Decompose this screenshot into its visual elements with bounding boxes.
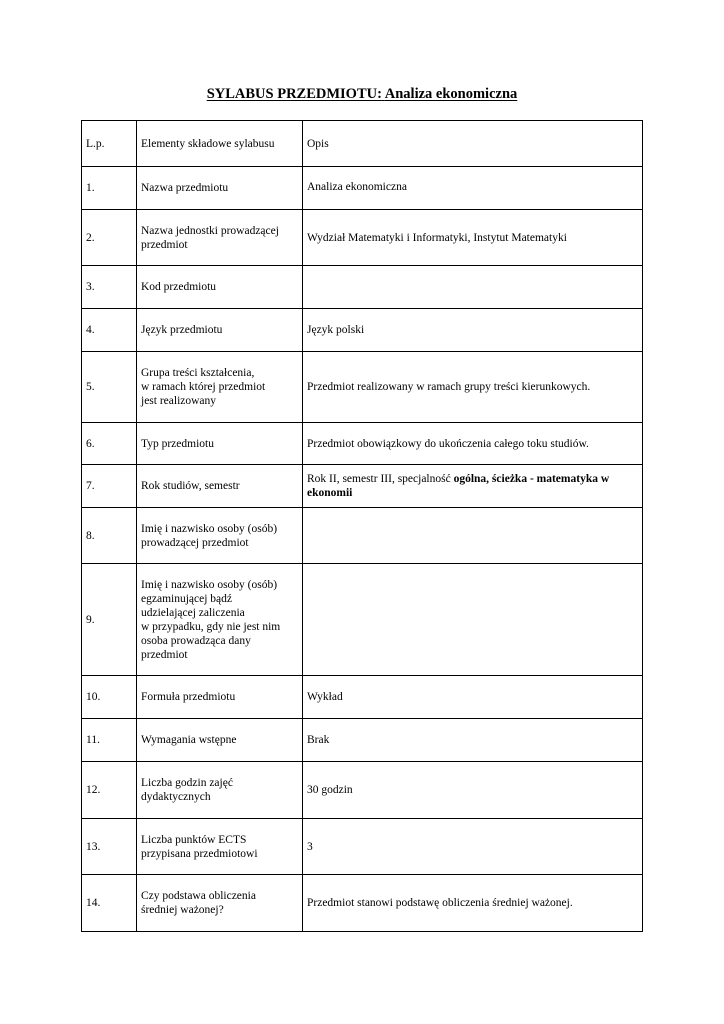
table-row <box>82 210 643 266</box>
row-element: Typ przedmiotu <box>137 423 303 465</box>
table-row <box>82 465 643 508</box>
row-element <box>137 508 303 564</box>
row-number: 10. <box>82 676 137 719</box>
row-element-line: egzaminującej bądź <box>141 592 232 605</box>
row-description: Brak <box>303 719 643 762</box>
row-element-line: w przypadku, gdy nie jest nim <box>141 620 281 633</box>
table-row <box>82 167 643 210</box>
row-element-line: udzielającej zaliczenia <box>141 606 245 619</box>
row-number: 13. <box>82 819 137 875</box>
syllabus-table <box>81 120 643 932</box>
row-description: 3 <box>303 819 643 875</box>
row-element: Rok studiów, semestr <box>137 465 303 508</box>
row-element-line: prowadzącej przedmiot <box>141 536 249 549</box>
row-number: 1. <box>82 167 137 210</box>
table-header-row <box>82 121 643 167</box>
row-element-line: w ramach której przedmiot <box>141 381 266 393</box>
row-element-line: Grupa treści kształcenia, <box>141 367 255 379</box>
row-number: 12. <box>82 762 137 819</box>
row-number: 8. <box>82 508 137 564</box>
row-description: Wykład <box>303 676 643 719</box>
row-description: Analiza ekonomiczna <box>303 167 643 210</box>
table-row <box>82 819 643 875</box>
row-description <box>303 564 643 676</box>
header-lp: L.p. <box>82 121 137 167</box>
row-element <box>137 564 303 676</box>
row-element <box>137 762 303 819</box>
row-number: 2. <box>82 210 137 266</box>
row-element: Nazwa jednostki prowadzącej przedmiot <box>137 210 303 266</box>
description-plain: Rok II, semestr III, specjalność <box>307 473 454 485</box>
row-element: Język przedmiotu <box>137 309 303 352</box>
row-description: Przedmiot realizowany w ramach grupy treści kierunkowych. <box>303 352 643 423</box>
title-prefix: SYLABUS PRZEDMIOTU: <box>206 86 382 102</box>
row-element <box>137 819 303 875</box>
row-element: Kod przedmiotu <box>137 266 303 309</box>
row-description <box>303 465 643 508</box>
row-number: 7. <box>82 465 137 508</box>
row-element-line: Imię i nazwisko osoby (osób) <box>141 578 278 591</box>
row-element: Wymagania wstępne <box>137 719 303 762</box>
row-number: 9. <box>82 564 137 676</box>
row-element: Nazwa przedmiotu <box>137 167 303 210</box>
title-subject: Analiza ekonomiczna <box>384 86 518 102</box>
row-number: 11. <box>82 719 137 762</box>
row-element-line: Czy podstawa obliczenia <box>141 890 256 902</box>
header-element: Elementy składowe sylabusu <box>137 121 303 167</box>
row-element-line: Liczba godzin zajęć <box>141 777 233 789</box>
row-description: Przedmiot stanowi podstawę obliczenia średniej ważonej. <box>303 875 643 932</box>
row-number: 4. <box>82 309 137 352</box>
table-row <box>82 564 643 676</box>
row-element: Formuła przedmiotu <box>137 676 303 719</box>
row-description: Przedmiot obowiązkowy do ukończenia całego toku studiów. <box>303 423 643 465</box>
table-row <box>82 423 643 465</box>
document-title <box>0 86 724 103</box>
row-description: Wydział Matematyki i Informatyki, Instytut Matematyki <box>303 210 643 266</box>
row-element-line: przedmiot <box>141 648 188 661</box>
row-element-line: przypisana przedmiotowi <box>141 847 258 860</box>
table-row <box>82 309 643 352</box>
row-description: Język polski <box>303 309 643 352</box>
row-description <box>303 266 643 309</box>
header-description: Opis <box>303 121 643 167</box>
row-number: 14. <box>82 875 137 932</box>
table-row <box>82 352 643 423</box>
table-row <box>82 266 643 309</box>
row-number: 5. <box>82 352 137 423</box>
row-number: 3. <box>82 266 137 309</box>
description-bold: ogólna, ścieżka - matematyka w ekonomii <box>307 473 610 499</box>
row-element-line: Liczba punktów ECTS <box>141 833 247 846</box>
row-element-line: średniej ważonej? <box>141 904 224 916</box>
row-description <box>303 508 643 564</box>
row-element <box>137 875 303 932</box>
row-element-line: Imię i nazwisko osoby (osób) <box>141 522 278 535</box>
table-row <box>82 676 643 719</box>
row-element-line: jest realizowany <box>141 395 217 407</box>
row-element <box>137 352 303 423</box>
table-row <box>82 508 643 564</box>
row-description: 30 godzin <box>303 762 643 819</box>
table-row <box>82 719 643 762</box>
table-row <box>82 762 643 819</box>
row-number: 6. <box>82 423 137 465</box>
row-element-line: dydaktycznych <box>141 791 211 803</box>
table-row <box>82 875 643 932</box>
row-element-line: osoba prowadząca dany <box>141 634 251 647</box>
